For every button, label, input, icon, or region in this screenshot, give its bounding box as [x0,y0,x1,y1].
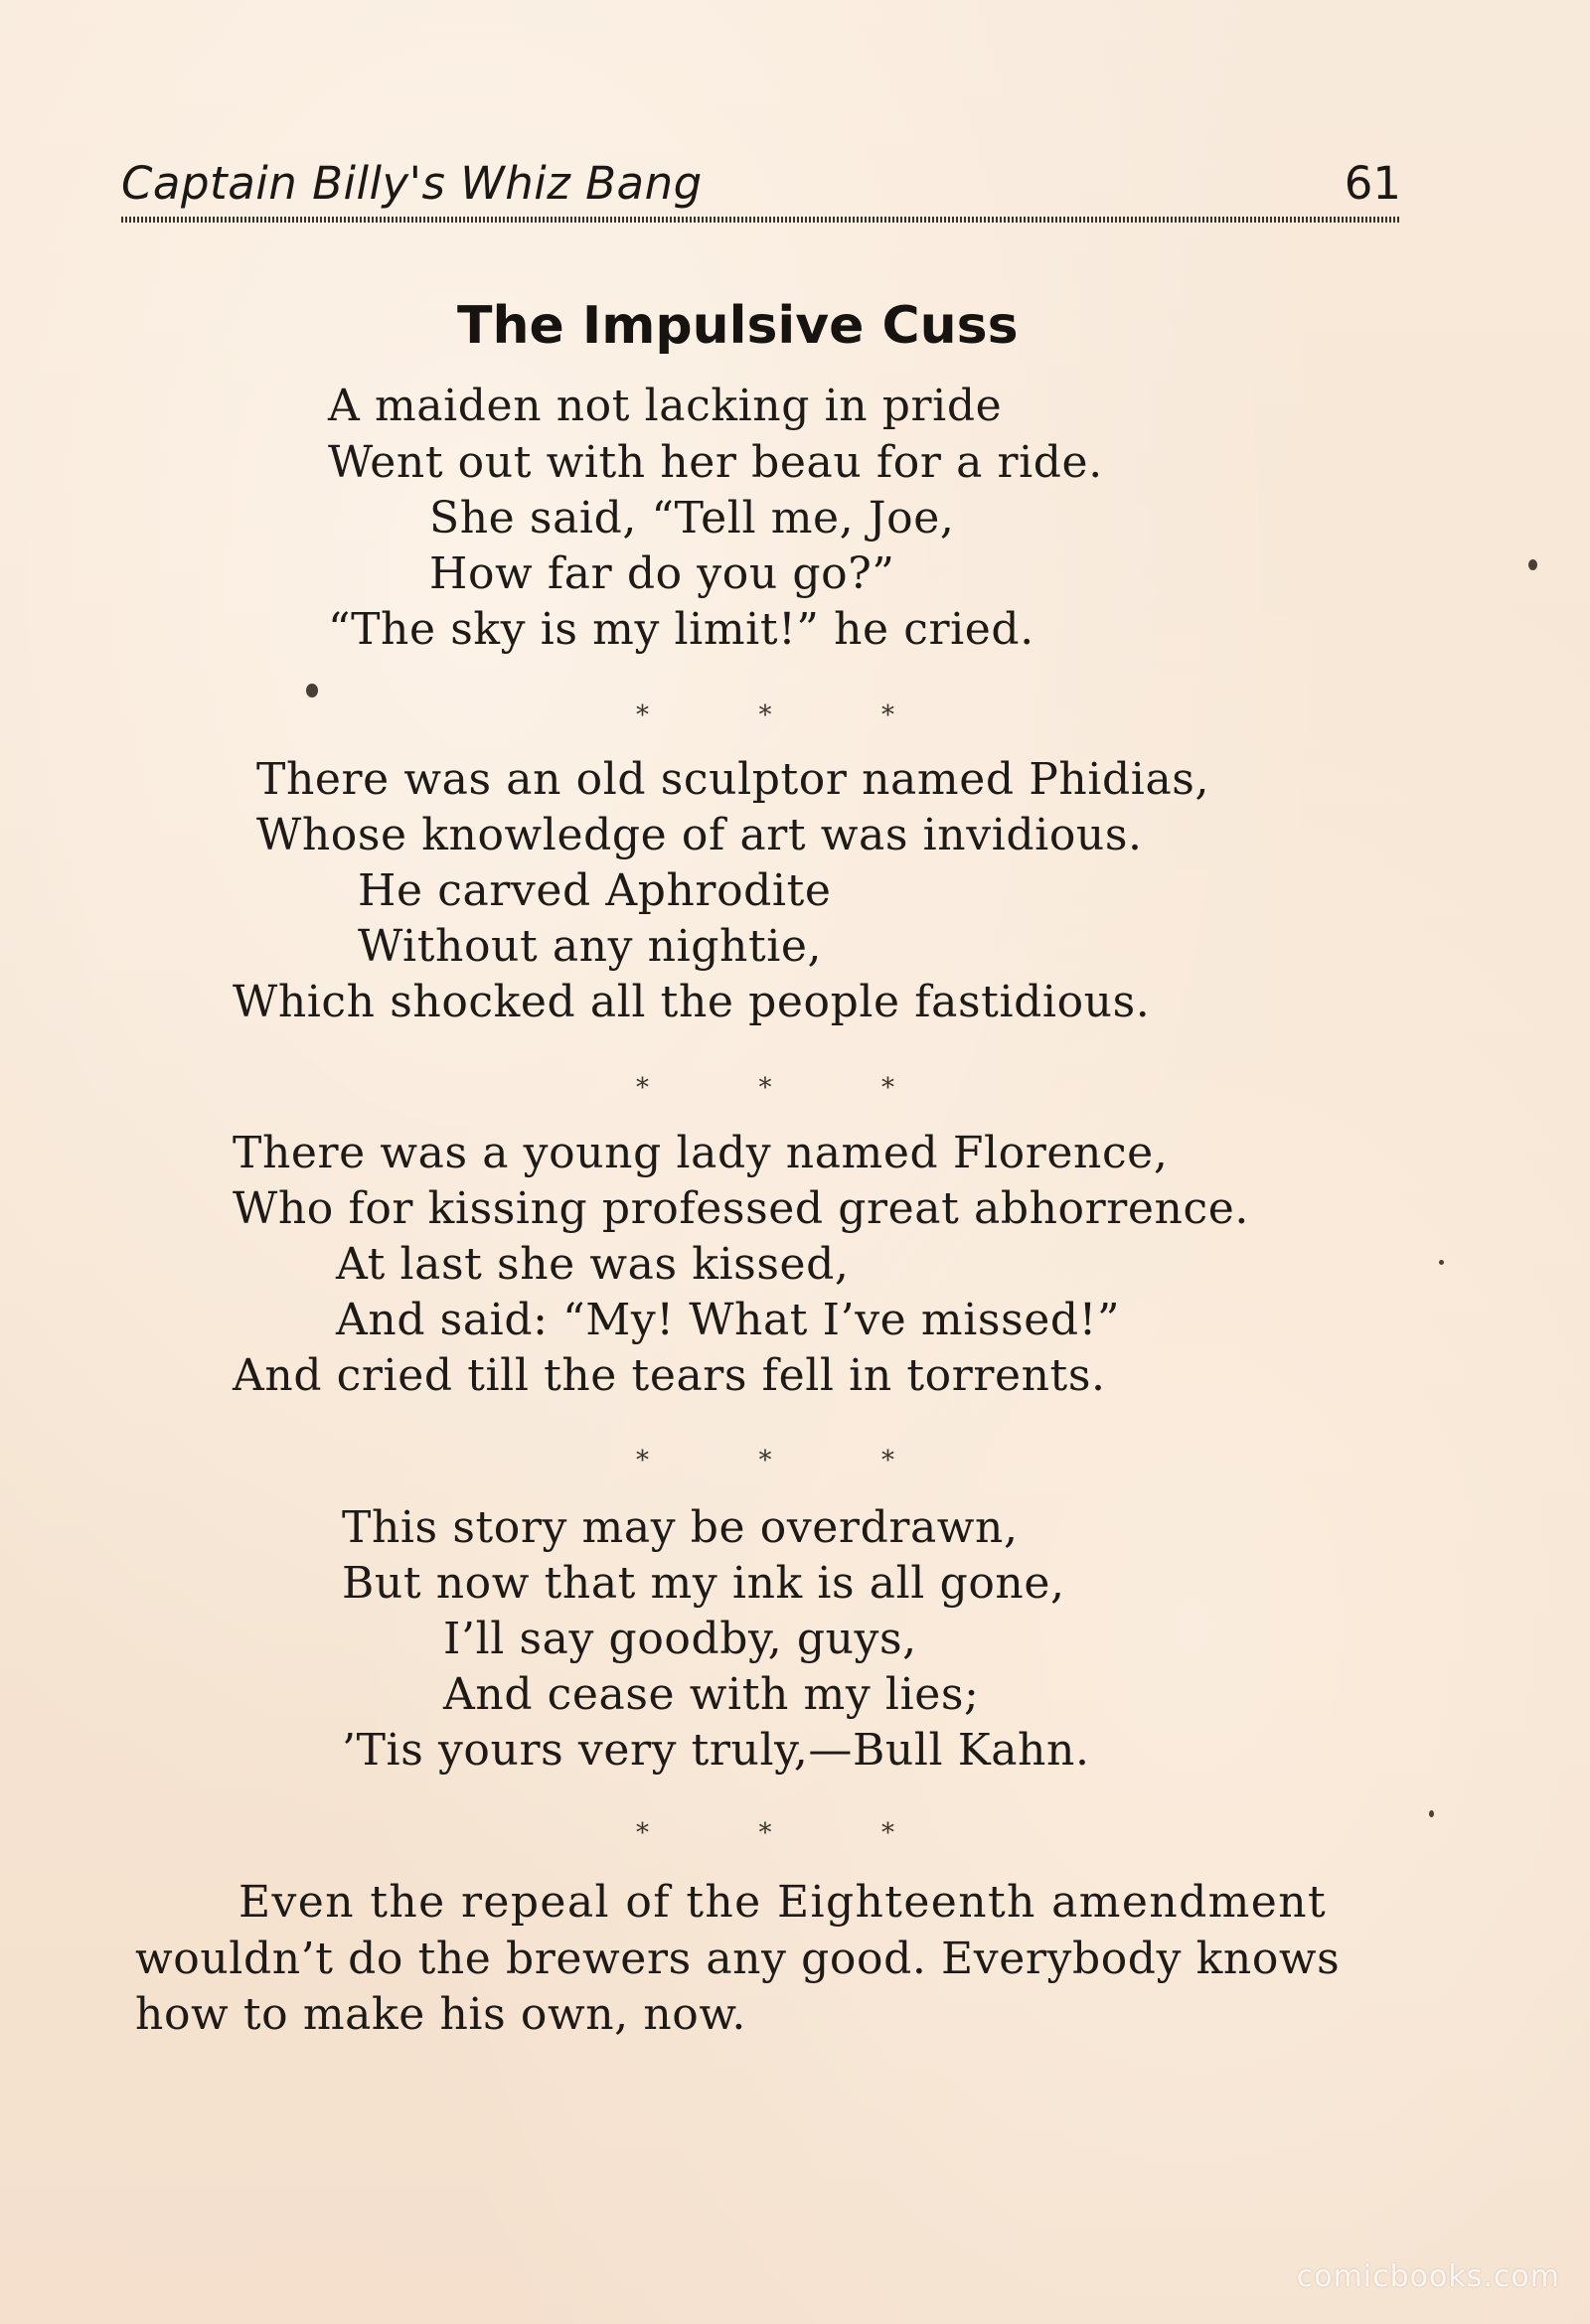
stanza4-line-3: I’ll say goodby, guys, [443,1614,917,1664]
separator-asterisk: * [758,1073,772,1103]
stanza3-line-5: And cried till the tears fell in torrents. [233,1350,1106,1401]
stanza2-line-1: There was an old sculptor named Phidias, [256,754,1210,805]
section-separator [636,1818,894,1848]
stanza2-line-2: Whose knowledge of art was invidious. [256,810,1143,860]
stanza3-line-3: At last she was kissed, [336,1239,850,1290]
separator-asterisk: * [881,1818,894,1848]
closing-paragraph-line-1: Even the repeal of the Eighteenth amendment [238,1877,1328,1928]
stanza4-line-4: And cease with my lies; [443,1669,980,1720]
stanza1-line-1: A maiden not lacking in pride [328,381,1003,431]
stanza4-line-1: This story may be overdrawn, [342,1502,1019,1553]
stanza3-line-4: And said: “My! What I’ve missed!” [336,1295,1121,1345]
running-header [121,149,1401,219]
closing-paragraph-line-2: wouldn’t do the brewers any good. Everybody knows [135,1934,1341,1984]
stanza3-line-1: There was a young lady named Florence, [233,1128,1169,1178]
stanza4-line-2: But now that my ink is all gone, [342,1558,1065,1609]
separator-asterisk: * [758,1818,772,1848]
article-title: The Impulsive Cuss [457,296,1019,356]
stanza2-line-4: Without any nightie, [358,921,823,972]
stanza3-line-2: Who for kissing professed great abhorrence. [233,1183,1249,1234]
stanza1-line-4: How far do you go?” [429,548,895,599]
separator-asterisk: * [881,700,894,730]
section-separator [636,700,894,730]
separator-asterisk: * [636,1818,649,1848]
paper-speck [1429,1810,1434,1817]
separator-asterisk: * [636,1446,649,1475]
watermark: comicbooks.com [1296,2259,1560,2294]
closing-paragraph-line-3: how to make his own, now. [135,1989,746,2040]
header-dotted-rule [121,217,1401,223]
stanza2-line-5: Which shocked all the people fastidious. [233,977,1151,1027]
page-number: 61 [1344,157,1401,210]
separator-asterisk: * [881,1446,894,1475]
separator-asterisk: * [636,700,649,730]
paper-speck [306,684,318,697]
stanza1-line-2: Went out with her beau for a ride. [328,437,1103,488]
separator-asterisk: * [758,700,772,730]
stanza1-line-5: “The sky is my limit!” he cried. [328,604,1034,655]
stanza2-line-3: He carved Aphrodite [358,865,832,916]
separator-asterisk: * [636,1073,649,1103]
paper-speck [1528,559,1537,570]
separator-asterisk: * [881,1073,894,1103]
stanza1-line-3: She said, “Tell me, Joe, [429,493,955,543]
stanza4-line-5: ’Tis yours very truly,—Bull Kahn. [342,1725,1090,1776]
separator-asterisk: * [758,1446,772,1475]
section-separator [636,1073,894,1103]
paper-speck [1439,1260,1444,1265]
magazine-title: Captain Billy's Whiz Bang [121,157,703,210]
section-separator [636,1446,894,1475]
